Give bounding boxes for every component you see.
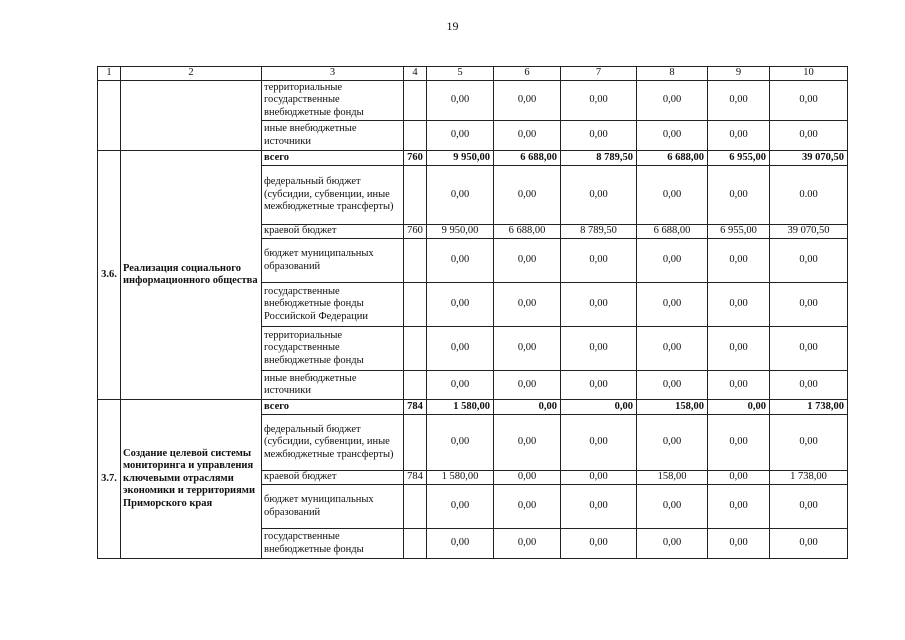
budget-code — [404, 327, 427, 371]
value-cell: 0,00 — [494, 371, 561, 400]
value-cell: 0,00 — [770, 81, 848, 121]
header-cell: 6 — [494, 67, 561, 81]
value-cell: 6 688,00 — [637, 151, 708, 166]
item-name-cell — [121, 81, 262, 151]
value-cell: 0,00 — [561, 529, 637, 559]
value-cell: 0,00 — [708, 81, 770, 121]
value-cell: 0,00 — [770, 529, 848, 559]
budget-code — [404, 485, 427, 529]
value-cell: 0,00 — [637, 81, 708, 121]
value-cell: 0,00 — [494, 283, 561, 327]
budget-code: 784 — [404, 400, 427, 415]
value-cell: 0,00 — [770, 239, 848, 283]
budget-code: 760 — [404, 151, 427, 166]
value-cell: 0,00 — [770, 415, 848, 471]
value-cell: 0,00 — [427, 121, 494, 151]
value-cell: 6 688,00 — [637, 225, 708, 239]
value-cell: 0,00 — [708, 166, 770, 225]
value-cell: 0,00 — [770, 283, 848, 327]
value-cell: 0,00 — [427, 529, 494, 559]
value-cell: 1 738,00 — [770, 471, 848, 485]
funding-source: краевой бюджет — [262, 471, 404, 485]
value-cell: 0,00 — [708, 371, 770, 400]
funding-source: федеральный бюджет (субсидии, субвенции, иные межбюджетные трансферты) — [262, 415, 404, 471]
value-cell: 1 580,00 — [427, 471, 494, 485]
value-cell: 0,00 — [637, 371, 708, 400]
value-cell: 0,00 — [561, 371, 637, 400]
funding-source: государственные внебюджетные фонды — [262, 529, 404, 559]
value-cell: 0,00 — [708, 239, 770, 283]
budget-code: 760 — [404, 225, 427, 239]
value-cell: 9 950,00 — [427, 151, 494, 166]
funding-source: бюджет муниципальных образований — [262, 239, 404, 283]
value-cell: 0,00 — [708, 121, 770, 151]
header-cell: 2 — [121, 67, 262, 81]
funding-source: всего — [262, 400, 404, 415]
value-cell: 0,00 — [770, 371, 848, 400]
value-cell: 0,00 — [494, 166, 561, 225]
value-cell: 0,00 — [637, 485, 708, 529]
value-cell: 0.00 — [770, 166, 848, 225]
value-cell: 0,00 — [637, 283, 708, 327]
funding-source: всего — [262, 151, 404, 166]
value-cell: 6 688,00 — [494, 225, 561, 239]
funding-source: территориальные государственные внебюджетные фонды — [262, 81, 404, 121]
budget-code — [404, 529, 427, 559]
value-cell: 0,00 — [770, 121, 848, 151]
value-cell: 0,00 — [770, 485, 848, 529]
budget-code — [404, 166, 427, 225]
value-cell: 0,00 — [561, 121, 637, 151]
value-cell: 0,00 — [637, 239, 708, 283]
value-cell: 39 070,50 — [770, 225, 848, 239]
budget-code — [404, 371, 427, 400]
value-cell: 0,00 — [561, 239, 637, 283]
value-cell: 1 738,00 — [770, 400, 848, 415]
value-cell: 0,00 — [561, 400, 637, 415]
budget-code — [404, 283, 427, 327]
table-row-total — [98, 151, 848, 166]
value-cell: 0,00 — [494, 239, 561, 283]
table-row-total — [98, 400, 848, 415]
value-cell: 0,00 — [708, 415, 770, 471]
value-cell: 158,00 — [637, 471, 708, 485]
header-cell: 7 — [561, 67, 637, 81]
value-cell: 0,00 — [427, 239, 494, 283]
value-cell: 0,00 — [494, 400, 561, 415]
value-cell: 0,00 — [427, 166, 494, 225]
value-cell: 0,00 — [561, 327, 637, 371]
value-cell: 0,00 — [637, 529, 708, 559]
item-name: Реализация социального информационного общества — [121, 151, 262, 400]
funding-source: краевой бюджет — [262, 225, 404, 239]
value-cell: 0,00 — [427, 81, 494, 121]
value-cell: 0,00 — [494, 485, 561, 529]
budget-code — [404, 239, 427, 283]
value-cell: 0,00 — [561, 485, 637, 529]
value-cell: 0,00 — [561, 166, 637, 225]
budget-table — [97, 66, 848, 559]
value-cell: 9 950,00 — [427, 225, 494, 239]
value-cell: 0,00 — [708, 471, 770, 485]
value-cell: 0,00 — [427, 283, 494, 327]
value-cell: 0,00 — [494, 529, 561, 559]
value-cell: 0,00 — [494, 327, 561, 371]
value-cell: 39 070,50 — [770, 151, 848, 166]
header-cell: 3 — [262, 67, 404, 81]
value-cell: 0,00 — [637, 121, 708, 151]
header-cell: 5 — [427, 67, 494, 81]
value-cell: 0,00 — [708, 400, 770, 415]
value-cell: 0,00 — [427, 371, 494, 400]
value-cell: 0,00 — [770, 327, 848, 371]
value-cell: 8 789,50 — [561, 151, 637, 166]
value-cell: 0,00 — [708, 485, 770, 529]
value-cell: 6 955,00 — [708, 225, 770, 239]
value-cell: 0,00 — [637, 327, 708, 371]
value-cell: 0,00 — [494, 81, 561, 121]
funding-source: бюджет муниципальных образований — [262, 485, 404, 529]
value-cell: 0,00 — [637, 166, 708, 225]
value-cell: 0,00 — [708, 529, 770, 559]
item-number: 3.7. — [98, 400, 121, 559]
budget-code: 784 — [404, 471, 427, 485]
value-cell: 0,00 — [637, 415, 708, 471]
value-cell: 6 688,00 — [494, 151, 561, 166]
value-cell: 0,00 — [494, 471, 561, 485]
value-cell: 0,00 — [708, 283, 770, 327]
value-cell: 0,00 — [427, 415, 494, 471]
funding-source: иные внебюджетные источники — [262, 121, 404, 151]
budget-code — [404, 121, 427, 151]
budget-code — [404, 81, 427, 121]
item-number: 3.6. — [98, 151, 121, 400]
funding-source: федеральный бюджет (субсидии, субвенции, иные межбюджетные трансферты) — [262, 166, 404, 225]
page-number: 19 — [446, 19, 459, 33]
value-cell: 158,00 — [637, 400, 708, 415]
value-cell: 8 789,50 — [561, 225, 637, 239]
value-cell: 0,00 — [427, 327, 494, 371]
funding-source: иные внебюджетные источники — [262, 371, 404, 400]
value-cell: 6 955,00 — [708, 151, 770, 166]
value-cell: 0,00 — [561, 81, 637, 121]
funding-source: территориальные государственные внебюджетные фонды — [262, 327, 404, 371]
value-cell: 0,00 — [561, 471, 637, 485]
value-cell: 0,00 — [561, 415, 637, 471]
header-cell: 9 — [708, 67, 770, 81]
value-cell: 0,00 — [561, 283, 637, 327]
header-cell: 1 — [98, 67, 121, 81]
table-row — [98, 81, 848, 121]
header-row — [98, 67, 848, 81]
item-number-cell — [98, 81, 121, 151]
value-cell: 0,00 — [494, 121, 561, 151]
funding-source: государственные внебюджетные фонды Российской Федерации — [262, 283, 404, 327]
header-cell: 10 — [770, 67, 848, 81]
value-cell: 0,00 — [708, 327, 770, 371]
value-cell: 0,00 — [427, 485, 494, 529]
value-cell: 0,00 — [494, 415, 561, 471]
item-name: Создание целевой системы мониторинга и управления ключевыми отраслями экономики и территориями Приморского края — [121, 400, 262, 559]
budget-code — [404, 415, 427, 471]
header-cell: 8 — [637, 67, 708, 81]
value-cell: 1 580,00 — [427, 400, 494, 415]
header-cell: 4 — [404, 67, 427, 81]
